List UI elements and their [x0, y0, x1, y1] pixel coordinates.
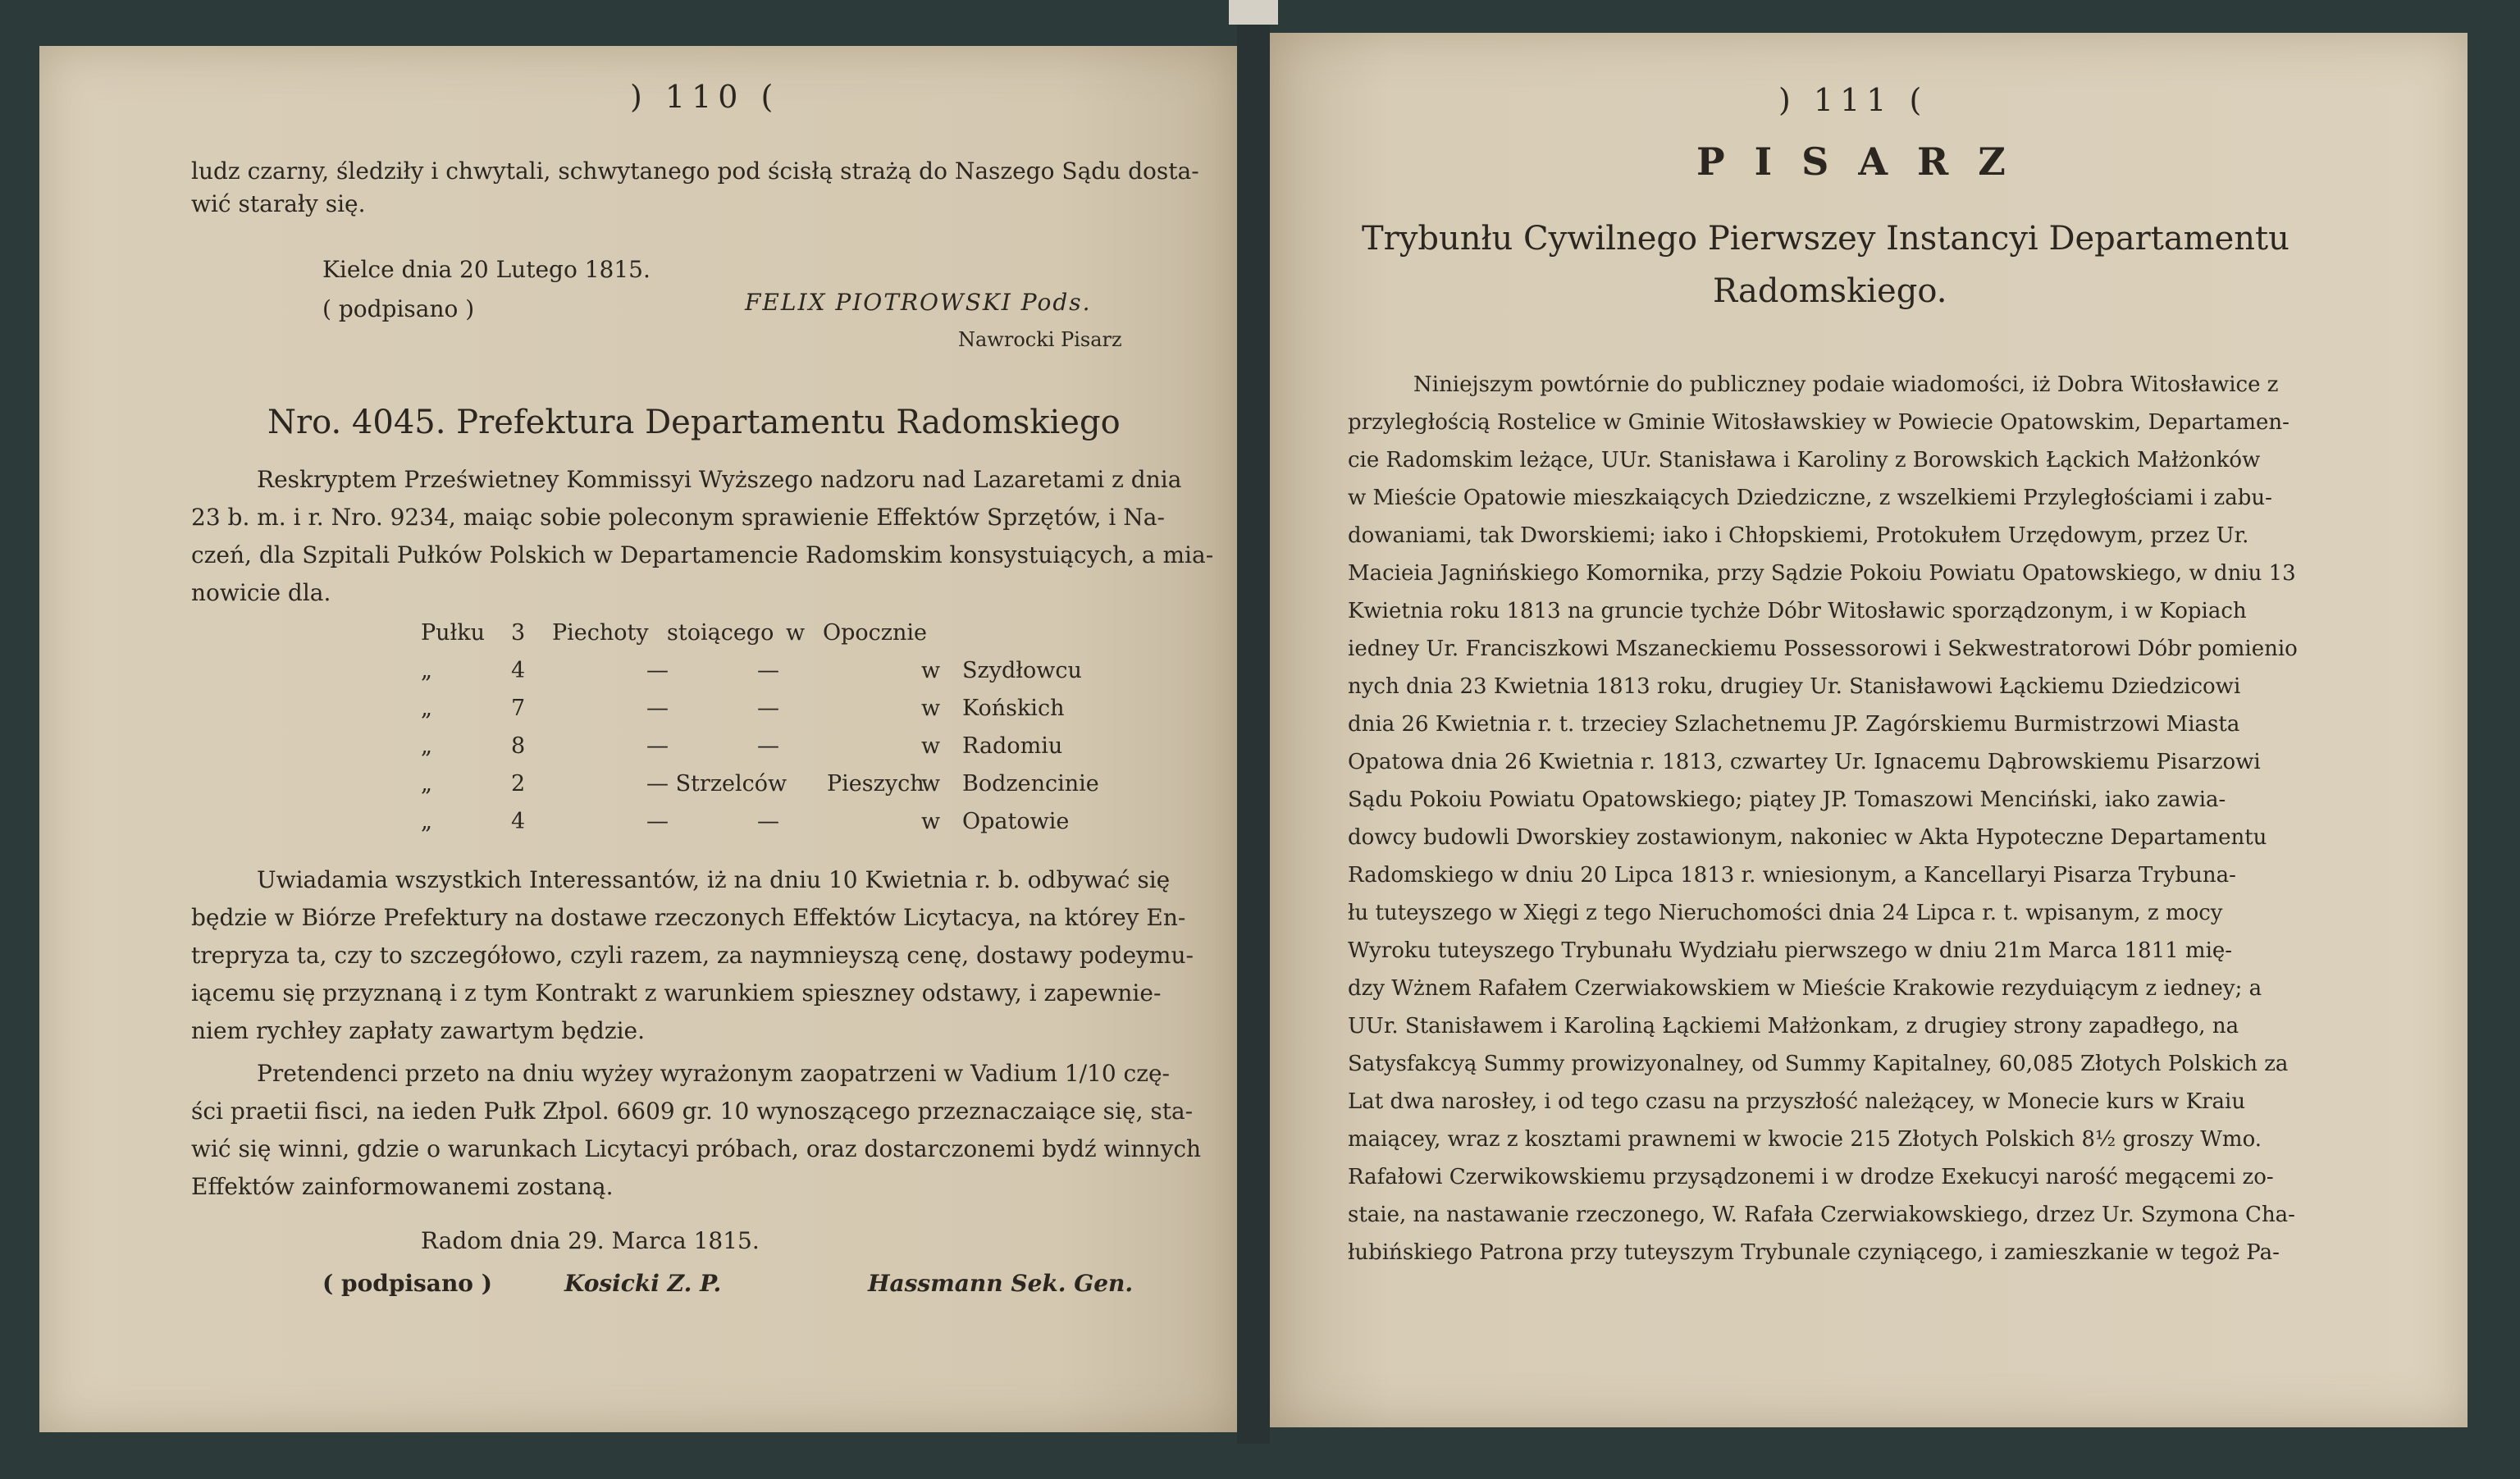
- body-line: przyległością Rostelice w Gminie Witosławskiey w Powiecie Opatowskim, Departamen-: [1348, 410, 2289, 435]
- body-line: Satysfakcyą Summy prowizyonalney, od Summy Kapitalney, 60,085 Złotych Polskich za: [1348, 1052, 2289, 1076]
- body-line: UUr. Stanisławem i Karoliną Łąckiemi Małżonkam, z drugiey strony zapadłego, na: [1348, 1014, 2239, 1038]
- body-line: Radomskiego w dniu 20 Lipca 1813 r. wniesionym, a Kancellaryi Pisarza Trybuna-: [1348, 863, 2236, 888]
- book-gutter: [1237, 25, 1270, 1444]
- signed-label: ( podpisano ): [322, 295, 475, 322]
- signer-kosicki: Kosicki Z. P.: [564, 1270, 722, 1297]
- body-line: staie, na nastawanie rzeczonego, W. Rafała Czerwiakowskiego, drzez Ur. Szymona Cha-: [1348, 1203, 2295, 1227]
- body-line: Niniejszym powtórnie do publiczney podaie wiadomości, iż Dobra Witosławice z: [1413, 372, 2279, 397]
- intro-line-1: ludz czarny, śledziły i chwytali, schwytanego pod ścisłą strażą do Naszego Sądu dosta-: [191, 157, 1199, 185]
- body-line: Macieia Jagnińskiego Komornika, przy Sądzie Pokoiu Powiatu Opatowskiego, w dniu 13: [1348, 561, 2296, 586]
- body-line: nych dnia 23 Kwietnia 1813 roku, drugiey Ur. Stanisławowi Łąckiemu Dziedzicowi: [1348, 674, 2241, 699]
- body-line: Opatowa dnia 26 Kwietnia r. 1813, czwartey Ur. Ignacemu Dąbrowskiemu Pisarzowi: [1348, 750, 2261, 774]
- date-line-2: Radom dnia 29. Marca 1815.: [421, 1227, 760, 1254]
- body-line: Sądu Pokoiu Powiatu Opatowskiego; piątey JP. Tomaszowi Menciński, iako zawia-: [1348, 787, 2226, 812]
- body-line: maiącey, wraz z kosztami prawnemi w kwocie 215 Złotych Polskich 8½ groszy Wmo.: [1348, 1127, 2262, 1152]
- body-line: łubińskiego Patrona przy tuteyszym Trybunale czyniącego, i zamieszkanie w tegoż Pa-: [1348, 1240, 2280, 1265]
- body-line: Lat dwa narosłey, i od tego czasu na przyszłość należącey, w Monecie kurs w Kraiu: [1348, 1089, 2246, 1114]
- body-line: iedney Ur. Franciszkowi Mszaneckiemu Possessorowi i Sekwestratorowi Dóbr pomienio: [1348, 637, 2298, 661]
- page-number-left: ) 110 (: [630, 79, 780, 115]
- date-line: Kielce dnia 20 Lutego 1815.: [322, 256, 651, 283]
- signer-hassmann: Hassmann Sek. Gen.: [868, 1270, 1134, 1297]
- body-line: łu tuteyszego w Xięgi z tego Nieruchomości dnia 24 Lipca r. t. wpisanym, z mocy: [1348, 901, 2223, 925]
- intro-line-2: wić starały się.: [191, 190, 366, 217]
- body-line: dnia 26 Kwietnia r. t. trzeciey Szlachetnemu JP. Zagórskiemu Burmistrzowi Miasta: [1348, 712, 2240, 737]
- para2-line-4: iącemu się przyznaną i z tym Kontrakt z warunkiem spieszney odstawy, i zapewnie-: [191, 979, 1162, 1007]
- para1-line-2: 23 b. m. i r. Nro. 9234, maiąc sobie poleconym sprawienie Effektów Sprzętów, i Na-: [191, 504, 1165, 531]
- body-line: dzy Wżnem Rafałem Czerwiakowskiem w Mieście Krakowie rezyduiącym z iedney; a: [1348, 976, 2262, 1001]
- para1-line-1: Reskryptem Prześwietney Kommissyi Wyższego nadzoru nad Lazaretami z dnia: [257, 466, 1182, 493]
- para2-line-2: będzie w Biórze Prefektury na dostawe rzeczonych Effektów Licytacya, na którey En-: [191, 904, 1186, 931]
- doc-subtitle-1: Trybunłu Cywilnego Pierwszey Instancyi Departamentu: [1362, 220, 2289, 258]
- para2-line-1: Uwiadamia wszystkich Interessantów, iż na dniu 10 Kwietnia r. b. odbywać się: [257, 866, 1171, 893]
- doc-subtitle-2: Radomskiego.: [1713, 272, 1947, 310]
- section-heading: Nro. 4045. Prefektura Departamentu Radomskiego: [267, 404, 1121, 441]
- body-line: dowaniami, tak Dworskiemi; iako i Chłopskiemi, Protokułem Urzędowym, przez Ur.: [1348, 523, 2249, 548]
- signer-piotrowski: FELIX PIOTROWSKI Pods.: [745, 289, 1092, 316]
- right-page: [1270, 33, 2468, 1427]
- para3-line-4: Effektów zainformowanemi zostaną.: [191, 1173, 614, 1200]
- signer-nawrocki: Nawrocki Pisarz: [958, 328, 1122, 351]
- signed-label-2: ( podpisano ): [322, 1270, 492, 1297]
- para2-line-5: niem rychłey zapłaty zawartym będzie.: [191, 1017, 646, 1044]
- body-line: w Mieście Opatowie mieszkaiących Dziedziczne, z wszelkiemi Przyległościami i zabu-: [1348, 486, 2272, 510]
- para1-line-4: nowicie dla.: [191, 579, 331, 606]
- para3-line-3: wić się winni, gdzie o warunkach Licytacyi próbach, oraz dostarczonemi bydź winnych: [191, 1135, 1202, 1162]
- para1-line-3: czeń, dla Szpitali Pułków Polskich w Departamencie Radomskim konsystuiących, a mia-: [191, 541, 1214, 568]
- doc-title: PISARZ: [1696, 139, 2035, 184]
- body-line: Wyroku tuteyszego Trybunału Wydziału pierwszego w dniu 21m Marca 1811 mię-: [1348, 938, 2233, 963]
- body-line: cie Radomskim leżące, UUr. Stanisława i Karoliny z Borowskich Łąckich Małżonków: [1348, 448, 2261, 472]
- page-number-right: ) 111 (: [1778, 82, 1929, 118]
- para3-line-1: Pretendenci przeto na dniu wyżey wyrażonym zaopatrzeni w Vadium 1/10 czę-: [257, 1060, 1171, 1087]
- body-line: dowcy budowli Dworskiey zostawionym, nakoniec w Akta Hypoteczne Departamentu: [1348, 825, 2267, 850]
- binding-strap: [1229, 0, 1278, 25]
- body-line: Rafałowi Czerwikowskiemu przysądzonemi i w drodze Exekucyi narość megącemi zo-: [1348, 1165, 2274, 1189]
- left-page: [39, 46, 1237, 1432]
- regiments-table: Pułku 3 Piechoty stoiącego w Opocznie „ 4 — — w Szydłowcu „ 7 — — w Końskich „ 8 — — w Radomiu „ 2 — Strzelców Pieszych w Bodzencinie „ 4 — — w Opatowie: [421, 620, 1099, 834]
- para3-line-2: ści praetii fisci, na ieden Pułk Złpol. 6609 gr. 10 wynoszącego przeznaczaiące się, sta-: [191, 1098, 1194, 1125]
- body-line: Kwietnia roku 1813 na gruncie tychże Dóbr Witosławic sporządzonym, i w Kopiach: [1348, 599, 2247, 623]
- para2-line-3: trepryza ta, czy to szczegółowo, czyli razem, za naymnieyszą cenę, dostawy podeymu-: [191, 942, 1194, 969]
